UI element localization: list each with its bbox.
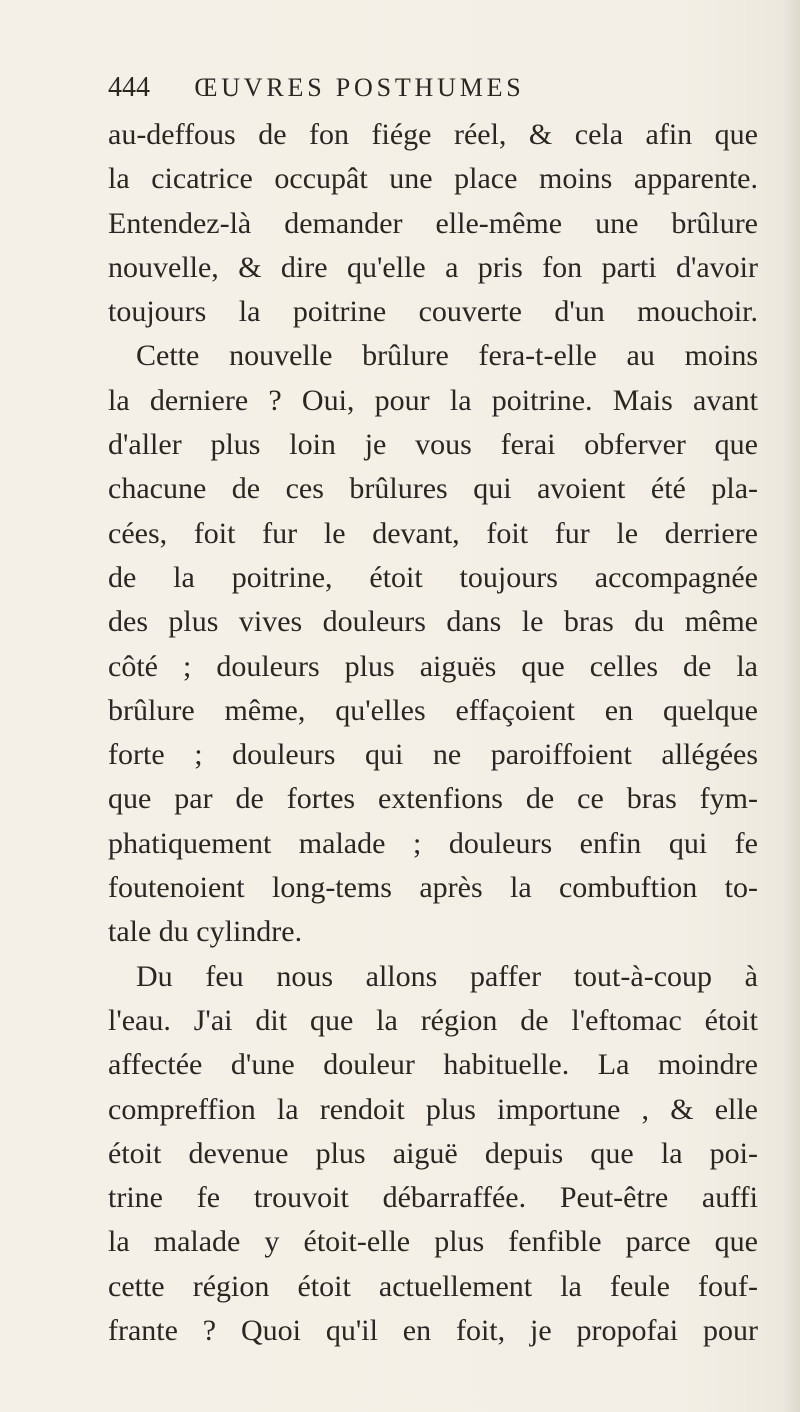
text-line: Cette nouvelle brûlure fera-t-elle au moins xyxy=(136,339,758,373)
text-line: que par de fortes extenfions de ce bras fym- xyxy=(108,782,758,816)
text-line: brûlure même, qu'elles effaçoient en quelque xyxy=(108,693,758,727)
text-line: la derniere ? Oui, pour la poitrine. Mais avant xyxy=(108,383,758,417)
text-line: cette région étoit actuellement la feule fouf- xyxy=(108,1269,758,1303)
text-line: au-deffous de fon fiége réel, & cela afin que xyxy=(108,118,758,151)
text-line: foutenoient long-tems après la combuftion to- xyxy=(108,871,758,905)
text-line: cées, foit fur le devant, foit fur le derriere xyxy=(108,516,758,550)
text-line: étoit devenue plus aiguë depuis que la poi- xyxy=(108,1136,758,1170)
text-line: nouvelle, & dire qu'elle a pris fon parti d'avoir xyxy=(108,250,758,284)
text-line: chacune de ces brûlures qui avoient été pla- xyxy=(108,472,758,506)
body-text xyxy=(108,113,758,1353)
text-line: toujours la poitrine couverte d'un mouchoir. xyxy=(108,295,758,329)
text-line: Du feu nous allons paffer tout-à-coup à xyxy=(136,959,758,993)
text-line: la malade y étoit-elle plus fenfible parce que xyxy=(108,1225,758,1259)
text-line: la cicatrice occupât une place moins apparente. xyxy=(108,162,758,196)
text-line: Entendez-là demander elle-même une brûlure xyxy=(108,206,758,240)
page-edge-shadow xyxy=(782,0,800,1412)
text-line: compreffion la rendoit plus importune , & elle xyxy=(108,1092,758,1126)
text-line: d'aller plus loin je vous ferai obferver que xyxy=(108,428,758,462)
text-line: phatiquement malade ; douleurs enfin qui fe xyxy=(108,826,758,860)
text-line: forte ; douleurs qui ne paroiffoient allégées xyxy=(108,738,758,772)
text-line: des plus vives douleurs dans le bras du même xyxy=(108,605,758,639)
page-number: 444 xyxy=(108,72,150,103)
text-line: côté ; douleurs plus aiguës que celles de la xyxy=(108,649,758,683)
text-line: l'eau. J'ai dit que la région de l'eftomac étoit xyxy=(108,1003,758,1037)
text-line: de la poitrine, étoit toujours accompagnée xyxy=(108,560,758,594)
text-line: frante ? Quoi qu'il en foit, je propofai pour xyxy=(108,1314,758,1348)
text-line: affectée d'une douleur habituelle. La moindre xyxy=(108,1048,758,1082)
text-line: trine fe trouvoit débarraffée. Peut-être auffi xyxy=(108,1181,758,1215)
text-line: tale du cylindre. xyxy=(108,915,303,949)
page-header xyxy=(108,72,708,112)
running-title: ŒUVRES POSTHUMES xyxy=(194,73,525,102)
